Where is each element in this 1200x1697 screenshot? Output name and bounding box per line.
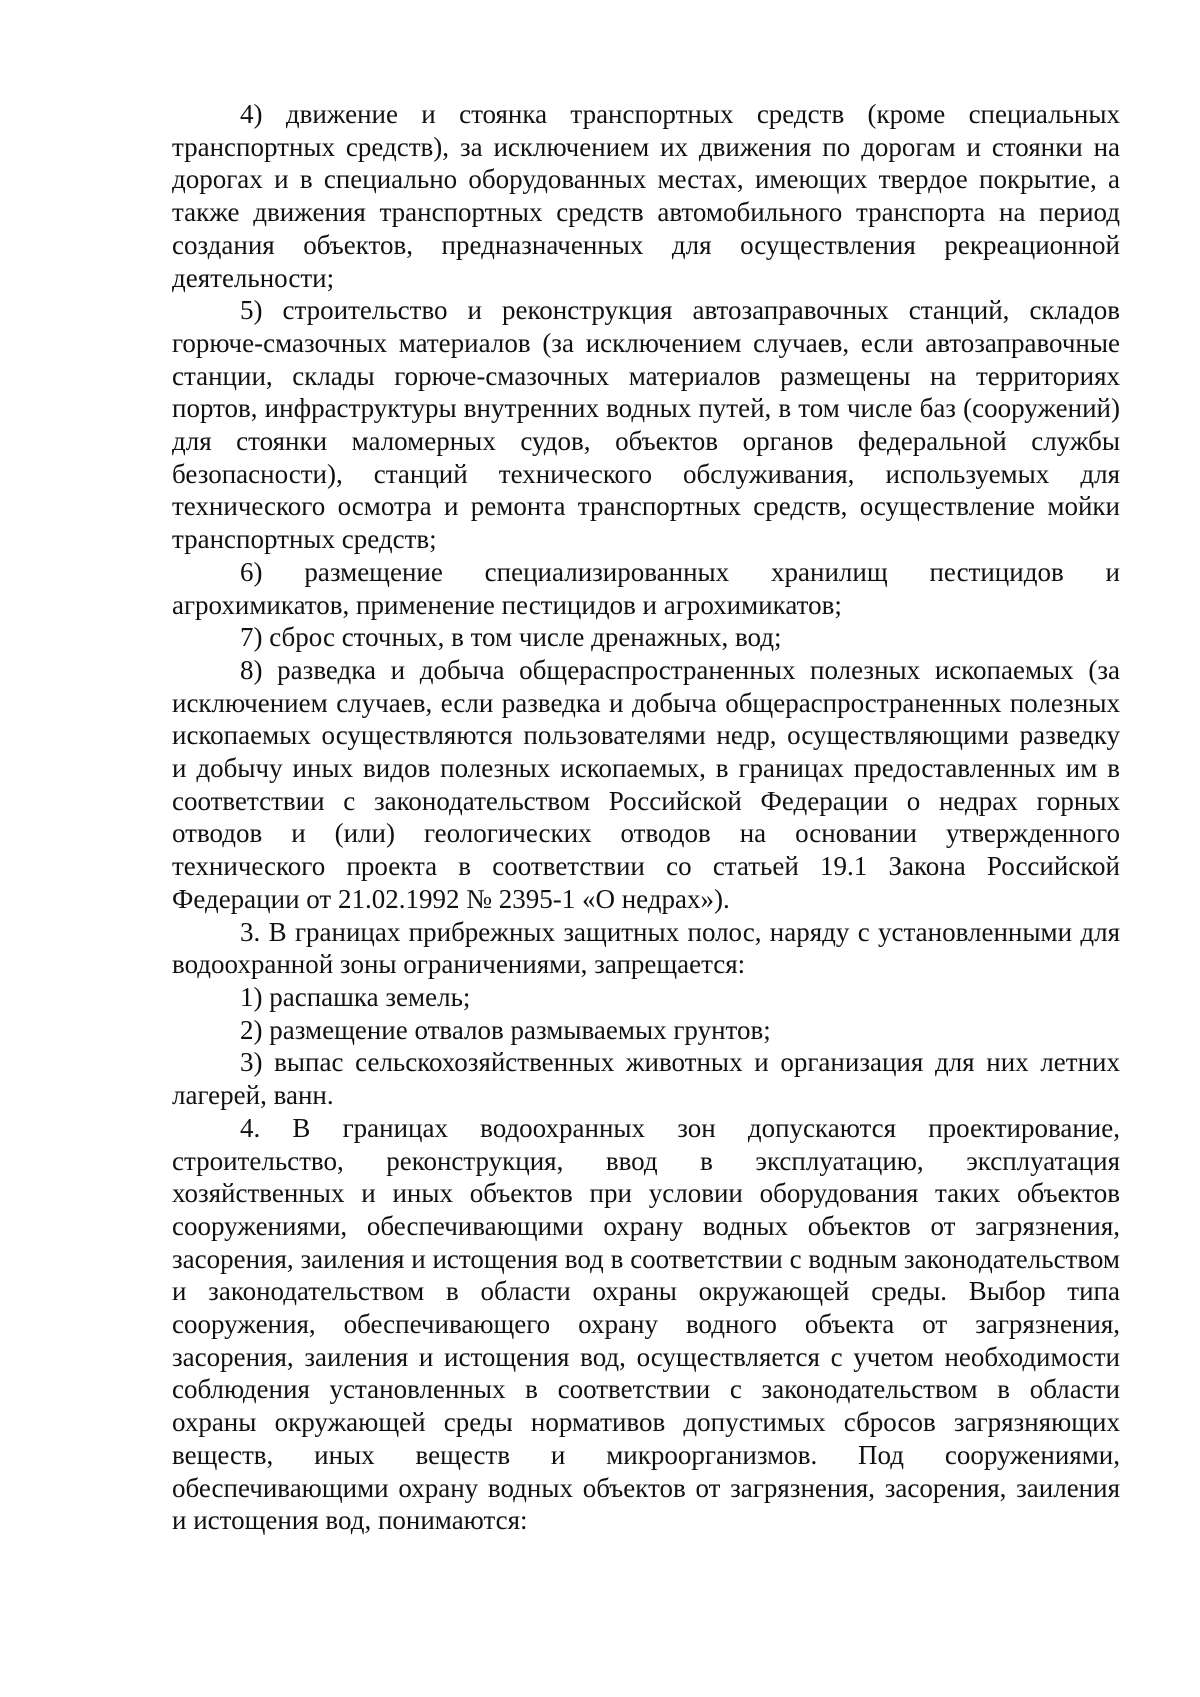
paragraph-section-3-item-2: 2) размещение отвалов размываемых грунтов; <box>240 1014 771 1045</box>
paragraph-section-3-item-1: 1) распашка земель; <box>240 981 471 1012</box>
paragraph-item-6: 6) размещение специализированных хранилищ пестицидов и агрохимикатов, применение пестицидов и агрохимикатов; <box>172 556 1120 620</box>
paragraph-section-4: 4. В границах водоохранных зон допускаются проектирование, строительство, реконструкция, ввод в эксплуатацию, эксплуатация хозяйственных и иных объектов при условии оборудования таких объектов сооружениями, обеспечивающими охрану водных объектов от загрязнения, засорения, заиления и истощения вод в соответствии с водным законодательством и законодательством в области охраны окружающей среды. Выбор типа сооружения, обеспечивающего охрану водного объекта от загрязнения, засорения, заиления и истощения вод, осуществляется с учетом необходимости соблюдения установленных в соответствии с законодательством в области охраны окружающей среды нормативов допустимых сбросов загрязняющих веществ, иных веществ и микроорганизмов. Под сооружениями, обеспечивающими охрану водных объектов от загрязнения, засорения, заиления и истощения вод, понимаются: <box>172 1112 1120 1536</box>
paragraph-item-7: 7) сброс сточных, в том числе дренажных, вод; <box>240 622 782 653</box>
document-page <box>172 98 1120 1537</box>
paragraph-item-5: 5) строительство и реконструкция автозаправочных станций, складов горюче-смазочных материалов (за исключением случаев, если автозаправочные станции, склады горюче-смазочных материалов размещены на территориях портов, инфраструктуры внутренних водных путей, в том числе баз (сооружений) для стоянки маломерных судов, объектов органов федеральной службы безопасности), станций технического обслуживания, используемых для технического осмотра и ремонта транспортных средств, осуществление мойки транспортных средств; <box>172 295 1120 555</box>
paragraph-section-3: 3. В границах прибрежных защитных полос, наряду с установленными для водоохранной зоны ограничениями, запрещается: <box>172 916 1120 980</box>
paragraph-item-4: 4) движение и стоянка транспортных средств (кроме специальных транспортных средств), за исключением их движения по дорогам и стоянки на дорогах и в специально оборудованных местах, имеющих твердое покрытие, а также движения транспортных средств автомобильного транспорта на период создания объектов, предназначенных для осуществления рекреационной деятельности; <box>172 99 1120 293</box>
paragraph-section-3-item-3: 3) выпас сельскохозяйственных животных и организация для них летних лагерей, ванн. <box>172 1047 1120 1111</box>
paragraph-item-8: 8) разведка и добыча общераспространенных полезных ископаемых (за исключением случаев, если разведка и добыча общераспространенных полезных ископаемых осуществляются пользователями недр, осуществляющими разведку и добычу иных видов полезных ископаемых, в границах предоставленных им в соответствии с законодательством Российской Федерации о недрах горных отводов и (или) геологических отводов на основании утвержденного технического проекта в соответствии со статьей 19.1 Закона Российской Федерации от 21.02.1992 № 2395-1 «О недрах»). <box>172 654 1120 914</box>
